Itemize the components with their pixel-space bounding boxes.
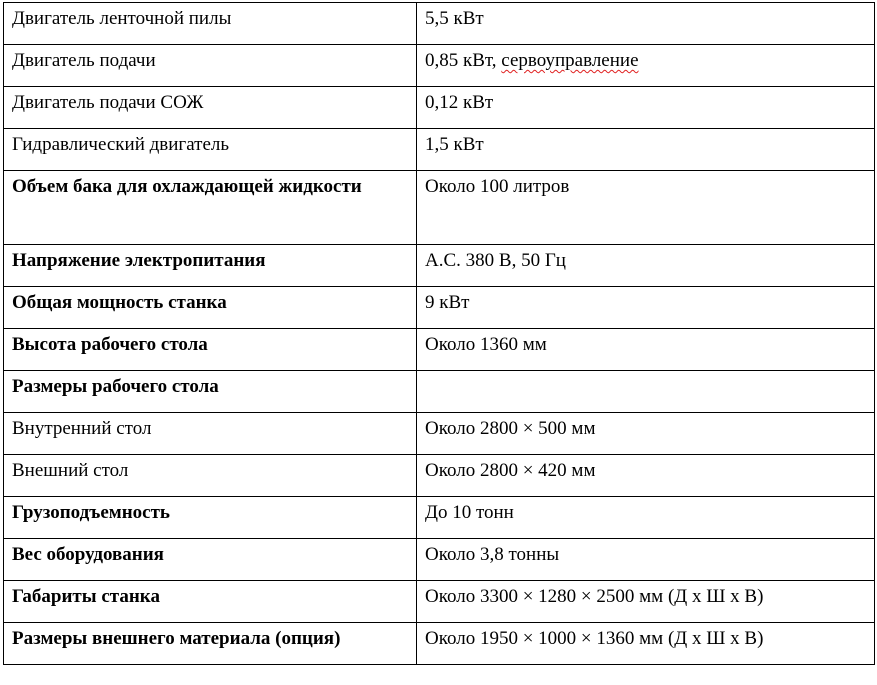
param-cell: Вес оборудования	[4, 539, 417, 581]
param-cell: Размеры внешнего материала (опция)	[4, 623, 417, 665]
table-row	[4, 171, 875, 245]
spellcheck-flagged-word[interactable]: сервоуправление	[501, 50, 639, 71]
value-cell: 1,5 кВт	[417, 129, 875, 171]
param-cell: Объем бака для охлаждающей жидкости	[4, 171, 417, 245]
value-cell: Около 100 литров	[417, 171, 875, 245]
value-text: 0,85 кВт,	[425, 50, 497, 71]
value-cell: Около 3,8 тонны	[417, 539, 875, 581]
param-cell: Двигатель подачи СОЖ	[4, 87, 417, 129]
value-cell: До 10 тонн	[417, 497, 875, 539]
param-cell: Напряжение электропитания	[4, 245, 417, 287]
table-row	[4, 245, 875, 287]
spec-table-body	[4, 3, 875, 665]
table-row	[4, 581, 875, 623]
table-row	[4, 45, 875, 87]
value-cell	[417, 371, 875, 413]
value-cell: 9 кВт	[417, 287, 875, 329]
param-cell: Внешний стол	[4, 455, 417, 497]
table-row	[4, 329, 875, 371]
table-row	[4, 3, 875, 45]
table-row	[4, 87, 875, 129]
table-row	[4, 287, 875, 329]
value-cell: A.C. 380 В, 50 Гц	[417, 245, 875, 287]
table-row	[4, 539, 875, 581]
value-cell: Около 2800 × 420 мм	[417, 455, 875, 497]
table-row	[4, 455, 875, 497]
value-cell: Около 1950 × 1000 × 1360 мм (Д х Ш х В)	[417, 623, 875, 665]
spec-table	[3, 2, 875, 665]
param-cell: Двигатель подачи	[4, 45, 417, 87]
value-cell: Около 1360 мм	[417, 329, 875, 371]
param-cell: Высота рабочего стола	[4, 329, 417, 371]
param-cell: Габариты станка	[4, 581, 417, 623]
value-cell: 5,5 кВт	[417, 3, 875, 45]
table-row	[4, 497, 875, 539]
param-cell: Размеры рабочего стола	[4, 371, 417, 413]
param-cell: Гидравлический двигатель	[4, 129, 417, 171]
table-row	[4, 623, 875, 665]
value-cell: 0,12 кВт	[417, 87, 875, 129]
value-cell: Около 3300 × 1280 × 2500 мм (Д х Ш х В)	[417, 581, 875, 623]
param-cell: Двигатель ленточной пилы	[4, 3, 417, 45]
table-row	[4, 413, 875, 455]
param-cell: Общая мощность станка	[4, 287, 417, 329]
value-cell	[417, 45, 875, 87]
param-cell: Грузоподъемность	[4, 497, 417, 539]
table-row	[4, 129, 875, 171]
table-row	[4, 371, 875, 413]
value-cell: Около 2800 × 500 мм	[417, 413, 875, 455]
param-cell: Внутренний стол	[4, 413, 417, 455]
